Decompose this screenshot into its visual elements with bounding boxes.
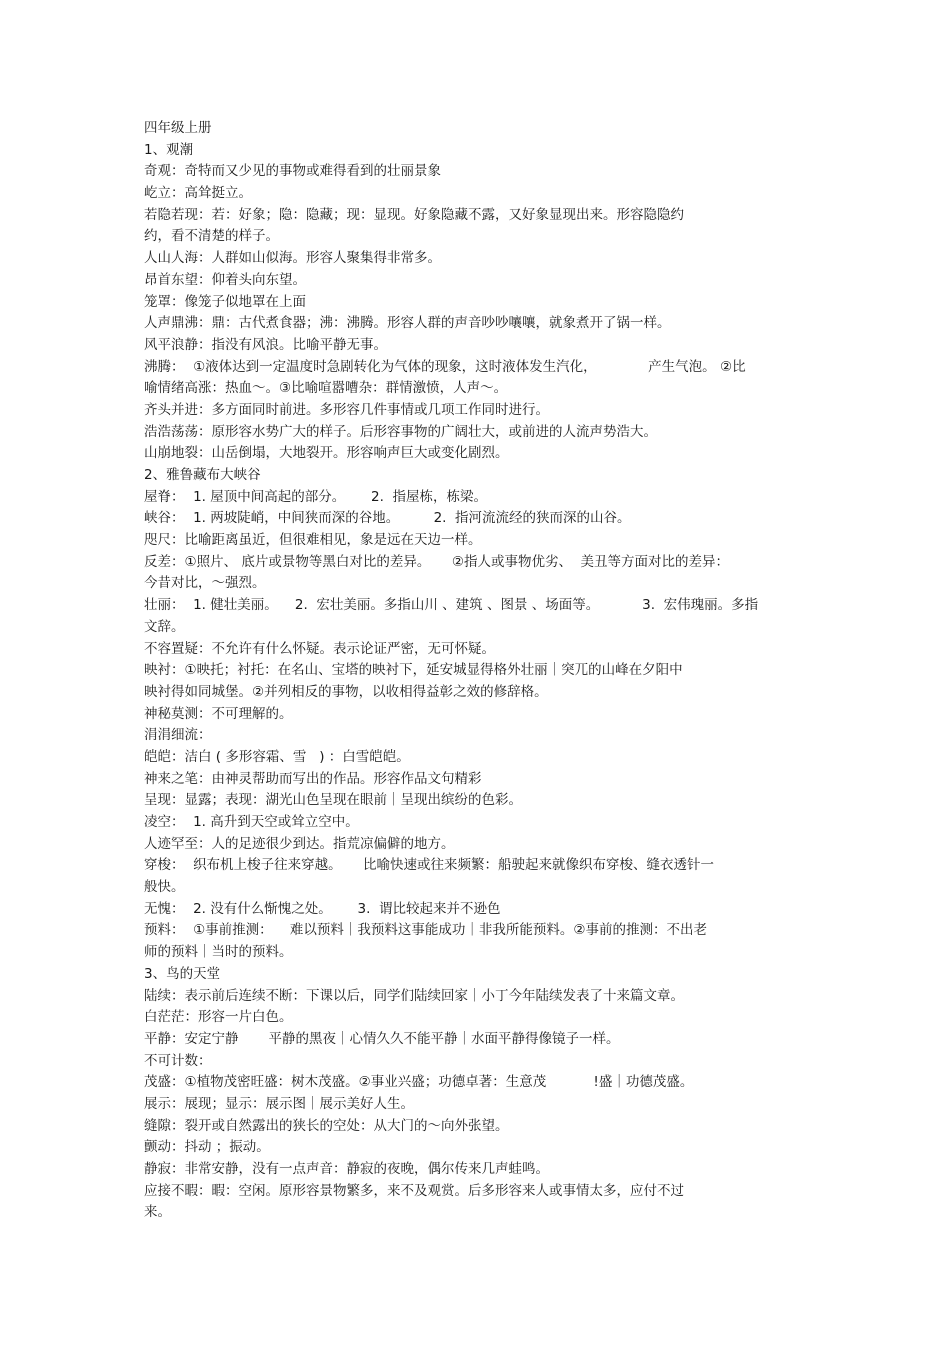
text-line: 静寂：非常安静，没有一点声音：静寂的夜晚，偶尔传来几声蛙鸣。 bbox=[144, 1161, 549, 1177]
text-line: 笼罩：像笼子似地罩在上面 bbox=[144, 293, 306, 310]
text-line: 般快。 bbox=[144, 879, 185, 896]
document-body bbox=[144, 118, 824, 1224]
text-line: 颤动：抖动 ；振动。 bbox=[144, 1139, 270, 1156]
text-line: 若隐若现：若：好象；隐：隐藏；现：显现。好象隐藏不露，又好象显现出来。形容隐隐约 bbox=[144, 206, 684, 223]
text-line: 白茫茫：形容一片白色。 bbox=[144, 1009, 293, 1026]
text-line: 陆续：表示前后连续不断：下课以后，同学们陆续回家｜小丁今年陆续发表了十来篇文章。 bbox=[144, 987, 684, 1004]
text-line: 峡谷： 1. 两坡陡峭，中间狭而深的谷地。 2. 指河流流经的狭而深的山谷。 bbox=[144, 510, 631, 527]
text-line: 屹立：高耸挺立。 bbox=[144, 185, 252, 202]
text-line: 不容置疑：不允许有什么怀疑。表示论证严密，无可怀疑。 bbox=[144, 640, 495, 657]
text-line: 壮丽： 1. 健壮美丽。 2. 宏壮美丽。多指山川 、建筑 、图景 、场面等。 3. 宏伟瑰丽。多指 bbox=[144, 597, 759, 614]
text-line: 文辞。 bbox=[144, 618, 185, 635]
text-line: 呈现：显露；表现：湖光山色呈现在眼前｜呈现出缤纷的色彩。 bbox=[144, 792, 522, 809]
section-heading-1: 1、观潮 bbox=[144, 141, 194, 158]
text-line: 反差：①照片、 底片或景物等黑白对比的差异。 ②指人或事物优劣、 美丑等方面对比的差异： bbox=[144, 553, 730, 570]
text-line: 风平浪静：指没有风浪。比喻平静无事。 bbox=[144, 336, 387, 353]
text-line: 来。 bbox=[144, 1204, 171, 1221]
text-line: 平静：安定宁静 平静的黑夜｜心情久久不能平静｜水面平静得像镜子一样。 bbox=[144, 1030, 620, 1047]
text-line: 人声鼎沸：鼎：古代煮食器；沸：沸腾。形容人群的声音吵吵嚷嚷，就象煮开了锅一样。 bbox=[144, 315, 671, 332]
text-line: 齐头并进：多方面同时前进。多形容几件事情或几项工作同时进行。 bbox=[144, 401, 549, 418]
text-line: 映衬：①映托；衬托：在名山、宝塔的映衬下，延安城显得格外壮丽｜突兀的山峰在夕阳中 bbox=[144, 662, 683, 679]
text-line: 喻情绪高涨：热血～。③比喻喧嚣嘈杂：群情激愤，人声～。 bbox=[144, 380, 508, 397]
text-line: 预料： ①事前推测： 难以预料｜我预料这事能成功｜非我所能预料。②事前的推测：不出老 bbox=[144, 922, 707, 939]
text-line: 屋脊： 1. 屋顶中间高起的部分。 2. 指屋栋，栋梁。 bbox=[144, 488, 487, 505]
text-line: 奇观：奇特而又少见的事物或难得看到的壮丽景象 bbox=[144, 163, 441, 180]
document-title: 四年级上册 bbox=[144, 120, 212, 136]
text-line: 展示：展现；显示：展示图｜展示美好人生。 bbox=[144, 1095, 414, 1112]
text-line: 缝隙：裂开或自然露出的狭长的空处：从大门的～向外张望。 bbox=[144, 1117, 509, 1134]
text-line: 浩浩荡荡：原形容水势广大的样子。后形容事物的广阔壮大，或前进的人流声势浩大。 bbox=[144, 423, 657, 440]
text-line: 不可计数： bbox=[144, 1052, 212, 1069]
text-line: 沸腾： ①液体达到一定温度时急剧转化为气体的现象，这时液体发生汽化， 产生气泡。 ②比 bbox=[144, 358, 746, 375]
text-line: 映衬得如同城堡。②并列相反的事物，以收相得益彰之效的修辞格。 bbox=[144, 683, 548, 700]
text-line: 昂首东望：仰着头向东望。 bbox=[144, 271, 306, 288]
text-line: 咫尺：比喻距离虽近，但很难相见，象是远在天边一样。 bbox=[144, 532, 482, 549]
section-heading-3: 3、鸟的天堂 bbox=[144, 965, 221, 982]
text-line: 无愧： 2. 没有什么惭愧之处。 3. 谓比较起来并不逊色 bbox=[144, 900, 501, 917]
text-line: 应接不暇：暇：空闲。原形容景物繁多，来不及观赏。后多形容来人或事情太多，应付不过 bbox=[144, 1182, 684, 1199]
text-line: 茂盛：①植物茂密旺盛：树木茂盛。②事业兴盛；功德卓著：生意茂 !盛｜功德茂盛。 bbox=[144, 1074, 694, 1091]
text-line: 涓涓细流： bbox=[144, 727, 212, 744]
text-line: 今昔对比，～强烈。 bbox=[144, 575, 266, 592]
text-line: 人山人海：人群如山似海。形容人聚集得非常多。 bbox=[144, 250, 441, 267]
text-line: 神来之笔：由神灵帮助而写出的作品。形容作品文句精彩 bbox=[144, 770, 482, 787]
text-line: 穿梭： 织布机上梭子往来穿越。 比喻快速或往来频繁：船驶起来就像织布穿梭、缝衣透针一 bbox=[144, 857, 715, 874]
text-line: 人迹罕至：人的足迹很少到达。指荒凉偏僻的地方。 bbox=[144, 835, 455, 852]
text-line: 神秘莫测：不可理解的。 bbox=[144, 705, 293, 722]
text-line: 皑皑：洁白 ( 多形容霜、雪 ) ：白雪皑皑。 bbox=[144, 748, 410, 765]
section-heading-2: 2、雅鲁藏布大峡谷 bbox=[144, 467, 261, 483]
text-line: 山崩地裂：山岳倒塌，大地裂开。形容响声巨大或变化剧烈。 bbox=[144, 445, 509, 462]
text-line: 凌空： 1. 高升到天空或耸立空中。 bbox=[144, 814, 359, 830]
text-line: 师的预料｜当时的预料。 bbox=[144, 944, 293, 961]
text-line: 约，看不清楚的样子。 bbox=[144, 228, 279, 245]
